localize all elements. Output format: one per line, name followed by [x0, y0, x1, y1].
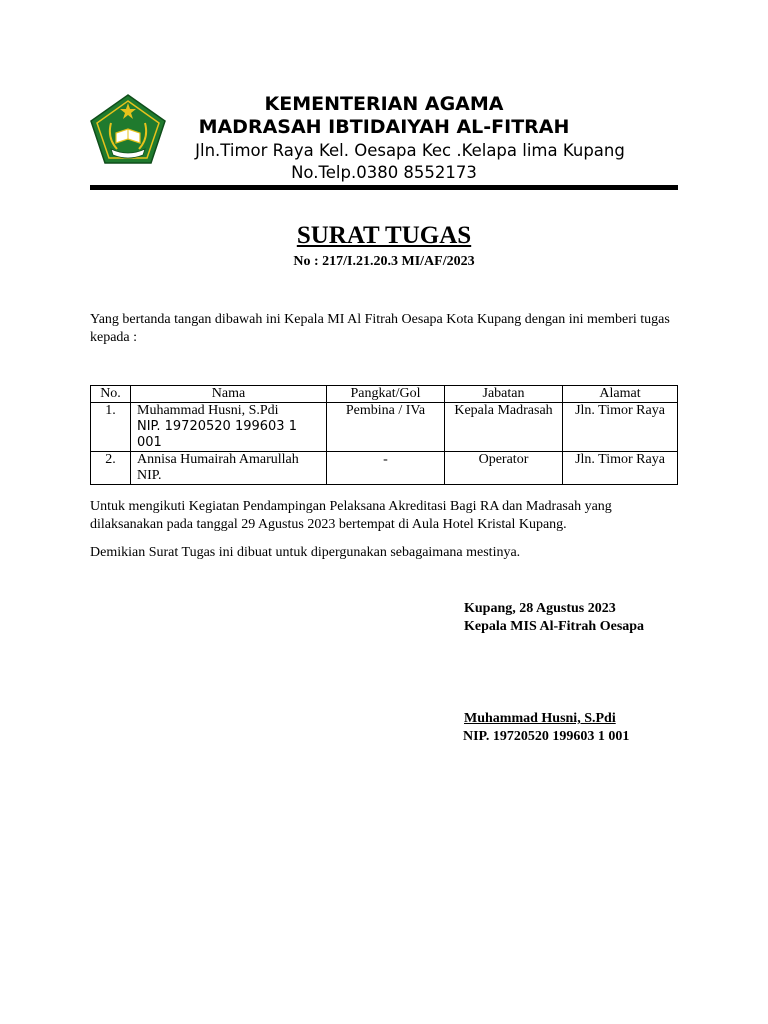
cell-no: 1. [91, 403, 131, 452]
ministry-name: KEMENTERIAN AGAMA [264, 93, 504, 115]
signature-place-date: Kupang, 28 Agustus 2023 [464, 601, 616, 616]
column-header-position: Jabatan [445, 386, 563, 403]
column-header-name: Nama [131, 386, 327, 403]
cell-position: Operator [445, 452, 563, 485]
column-header-rank: Pangkat/Gol [327, 386, 445, 403]
cell-no: 2. [91, 452, 131, 485]
cell-rank: Pembina / IVa [327, 403, 445, 452]
cell-name [131, 452, 327, 485]
purpose-paragraph: Untuk mengikuti Kegiatan Pendampingan Pelaksana Akreditasi Bagi RA dan Madrasah yang dilaksanakan pada tanggal 29 Agustus 2023 bertempat di Aula Hotel Kristal Kupang. [90, 499, 612, 532]
column-header-no: No. [91, 386, 131, 403]
cell-address: Jln. Timor Raya [563, 452, 678, 485]
table-header-row [91, 386, 678, 403]
letter-number: No : 217/I.21.20.3 MI/AF/2023 [293, 254, 475, 269]
letter-title: SURAT TUGAS [296, 222, 472, 249]
table-row [91, 403, 678, 452]
header-divider [90, 185, 678, 190]
signature-nip: NIP. 19720520 199603 1 001 [463, 729, 630, 744]
assignee-name: Annisa Humairah Amarullah [137, 452, 299, 467]
cell-position: Kepala Madrasah [445, 403, 563, 452]
column-header-address: Alamat [563, 386, 678, 403]
closing-paragraph: Demikian Surat Tugas ini dibuat untuk dipergunakan sebagaimana mestinya. [90, 545, 521, 560]
signature-name: Muhammad Husni, S.Pdi [464, 711, 616, 726]
assignee-nip: NIP. 19720520 199603 1 001 [137, 419, 297, 450]
school-phone: No.Telp.0380 8552173 [291, 163, 477, 182]
cell-rank: - [327, 452, 445, 485]
signature-title: Kepala MIS Al-Fitrah Oesapa [464, 619, 645, 634]
school-address: Jln.Timor Raya Kel. Oesapa Kec .Kelapa lima Kupang [195, 141, 625, 160]
assignee-nip: NIP. [137, 468, 162, 483]
intro-paragraph: Yang bertanda tangan dibawah ini Kepala MI Al Fitrah Oesapa Kota Kupang dengan ini memberi tugas kepada : [90, 312, 670, 345]
assignee-table [90, 385, 678, 485]
assignee-name: Muhammad Husni, S.Pdi [137, 403, 279, 418]
cell-address: Jln. Timor Raya [563, 403, 678, 452]
school-name: MADRASAH IBTIDAIYAH AL-FITRAH [198, 116, 570, 138]
cell-name [131, 403, 327, 452]
table-row [91, 452, 678, 485]
